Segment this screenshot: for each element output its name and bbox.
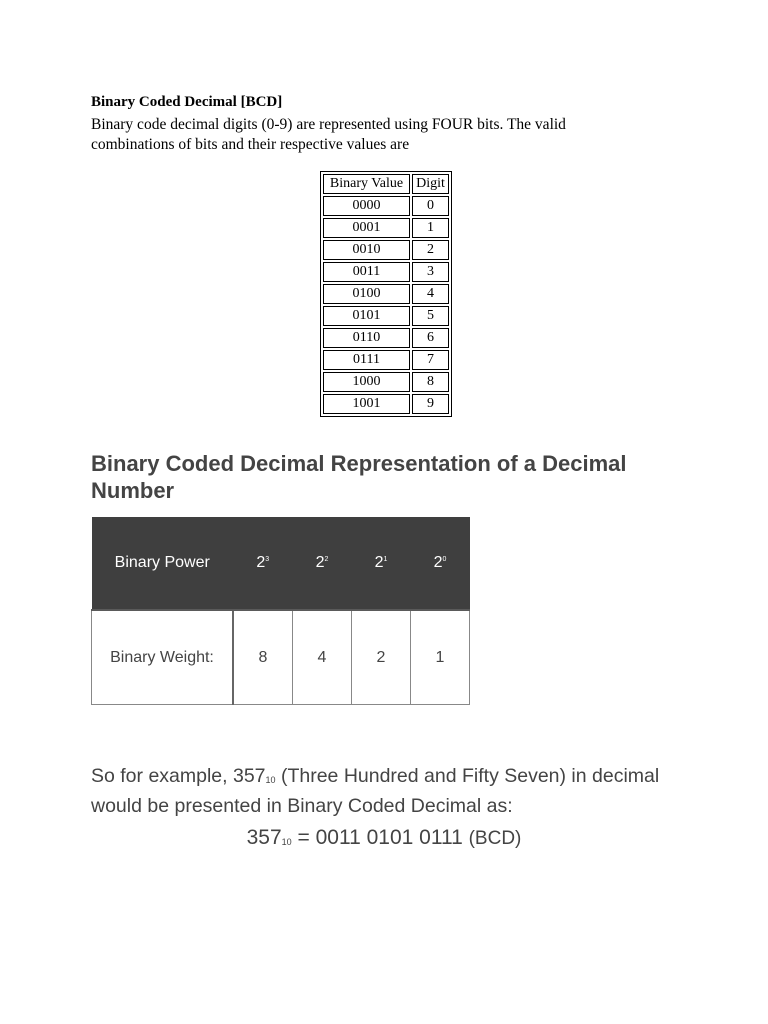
bcd-digit: 7 (412, 350, 449, 370)
power-exponent: 0 (442, 556, 447, 563)
bcd-binary-value: 0001 (323, 218, 410, 238)
bcd-header-binary-value: Binary Value (323, 174, 410, 194)
binary-weight-label: Binary Weight: (92, 610, 234, 705)
binary-power-label: Binary Power (92, 517, 234, 610)
weight-cell: 4 (293, 610, 352, 705)
power-exponent: 2 (324, 556, 329, 563)
power-cell (352, 517, 411, 610)
section-title: Binary Coded Decimal [BCD] (91, 94, 283, 110)
weight-cell: 8 (233, 610, 293, 705)
bcd-digit: 6 (412, 328, 449, 348)
power-exponent: 1 (383, 556, 388, 563)
bcd-header-digit: Digit (412, 174, 449, 194)
intro-paragraph: Binary code decimal digits (0-9) are represented using FOUR bits. The valid combinations of bits and their respective values are (91, 116, 566, 153)
binary-power-row (92, 517, 470, 610)
bcd-binary-value: 1001 (323, 394, 410, 414)
bcd-row (323, 196, 449, 216)
power-base: 2 (256, 554, 266, 571)
bcd-binary-value: 0101 (323, 306, 410, 326)
bcd-row (323, 262, 449, 282)
power-cell (293, 517, 352, 610)
example-prefix: So for example, 357 (91, 765, 266, 787)
bcd-digit: 2 (412, 240, 449, 260)
bcd-binary-value: 0011 (323, 262, 410, 282)
bcd-digit: 9 (412, 394, 449, 414)
section-heading: Binary Coded Decimal Representation of a Decimal Number (91, 451, 627, 503)
bcd-header-row (323, 174, 449, 194)
bcd-row (323, 240, 449, 260)
bcd-row (323, 328, 449, 348)
bcd-binary-value: 0100 (323, 284, 410, 304)
bcd-row (323, 372, 449, 392)
bcd-row (323, 394, 449, 414)
power-exponent: 3 (265, 556, 270, 563)
weight-cell: 1 (411, 610, 470, 705)
bcd-digit: 8 (412, 372, 449, 392)
power-base: 2 (315, 554, 325, 571)
bcd-row (323, 350, 449, 370)
bcd-binary-value: 0110 (323, 328, 410, 348)
bcd-table (320, 171, 452, 417)
bcd-digit: 0 (412, 196, 449, 216)
bcd-digit: 3 (412, 262, 449, 282)
weight-cell: 2 (352, 610, 411, 705)
bcd-binary-value: 0111 (323, 350, 410, 370)
power-cell (411, 517, 470, 610)
formula-number: 357 (246, 826, 282, 849)
formula-value: = 0011 0101 0111 (291, 826, 469, 849)
formula-suffix: (BCD) (468, 828, 522, 849)
bcd-row (323, 218, 449, 238)
example-subscript: 10 (265, 775, 276, 785)
power-base: 2 (374, 554, 384, 571)
bcd-binary-value: 0010 (323, 240, 410, 260)
power-cell (233, 517, 293, 610)
bcd-binary-value: 0000 (323, 196, 410, 216)
bcd-binary-value: 1000 (323, 372, 410, 392)
bcd-row (323, 284, 449, 304)
bcd-digit: 4 (412, 284, 449, 304)
bcd-formula (0, 826, 768, 850)
binary-weight-row (92, 610, 470, 705)
power-base: 2 (433, 554, 443, 571)
bcd-digit: 5 (412, 306, 449, 326)
example-suffix: (Three Hundred and Fifty Seven) in decimal would be presented in Binary Coded Decimal as: (91, 765, 660, 817)
example-paragraph (91, 763, 691, 819)
binary-power-table (91, 517, 470, 705)
bcd-row (323, 306, 449, 326)
formula-subscript: 10 (281, 837, 292, 847)
bcd-digit: 1 (412, 218, 449, 238)
